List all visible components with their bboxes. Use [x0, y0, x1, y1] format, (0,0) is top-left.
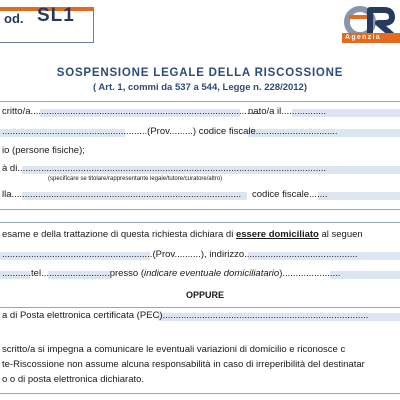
- declaration-line-2: te-Riscossione non assume alcuna responsabilità in caso di irreperibilità del destinatar: [2, 359, 365, 370]
- domicile-city-label: .........................................................(Prov..........), indirizzo...........................................: [2, 249, 358, 260]
- physical-persons-label: io (persone fisiche);: [2, 145, 85, 156]
- pec-label: a di Posta elettronica certificata (PEC)..............................................................................: [2, 310, 369, 321]
- logo-subtitle: Agenzia: [342, 33, 400, 43]
- declaration-line-3: o o di posta elettronica dichiarato.: [2, 374, 145, 385]
- phone-domiciliary-label: ...........tel..........................presso (indicare eventuale domiciliatario)......................: [2, 268, 341, 279]
- declaration-line-1: scritto/a si impegna a comunicare le eventuali variazioni di domicilio e riconosce c: [2, 344, 346, 355]
- domicile-statement: esame e della trattazione di questa richiesta dichiara di essere domiciliato al seguen: [2, 229, 363, 240]
- form-code: SL1: [37, 5, 75, 26]
- domicile-emphasis: essere domiciliato: [235, 229, 319, 240]
- form-code-prefix: od.: [4, 11, 24, 26]
- company-fiscal-code-label: codice fiscale.......: [252, 189, 328, 200]
- or-separator: OPPURE: [186, 290, 225, 300]
- capacity-label: à di.....................................................................................................................: [2, 163, 327, 174]
- birth-date-label: nato/a il.................: [248, 106, 327, 117]
- birth-place-label: .......................................................(Prov.........) codice fiscale...............................: [2, 126, 338, 137]
- company-label: lla.......................................................................................: [2, 189, 242, 200]
- applicant-name-label: critto/a.......................................................................................: [2, 106, 261, 117]
- capacity-note: (specificare se titolare/rappresentante legale/tutore/curatore/altro): [48, 176, 223, 182]
- form-title: SOSPENSIONE LEGALE DELLA RISCOSSIONE: [56, 67, 344, 79]
- domiciliary-field[interactable]: [330, 271, 400, 279]
- form-subtitle: ( Art. 1, commi da 537 a 544, Legge n. 228/2012): [92, 82, 308, 93]
- company-fiscal-code-field[interactable]: [318, 192, 400, 200]
